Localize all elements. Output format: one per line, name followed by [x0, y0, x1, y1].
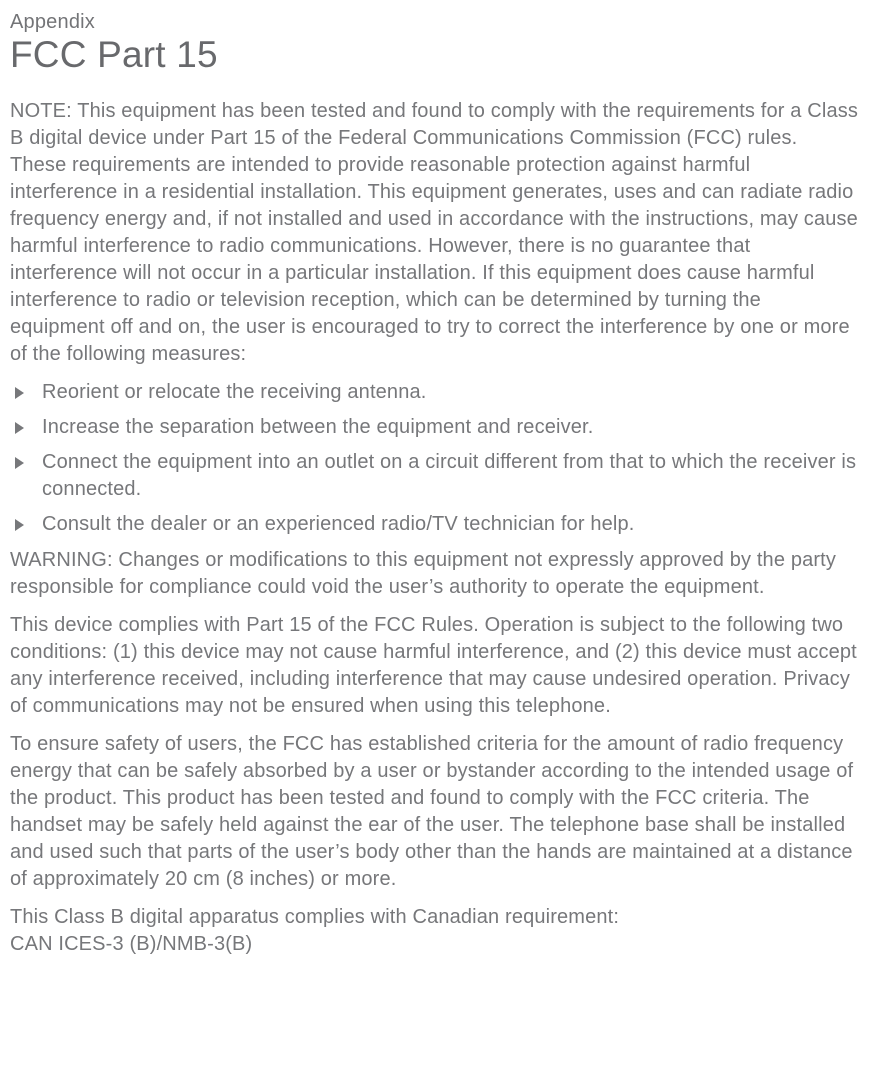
- warning-paragraph: WARNING: Changes or modifications to this equipment not expressly approved by the party responsible for compliance could void the user’s authority to operate the equipment.: [10, 549, 837, 598]
- appendix-eyebrow: Appendix: [10, 11, 95, 33]
- page-body: [10, 98, 858, 958]
- device-compliance-paragraph: This device complies with Part 15 of the FCC Rules. Operation is subject to the following two conditions: (1) this device may not cause harmful interference, and (2) this device must accept any interference received, including interference that may cause undesired operation. Privacy of communications may not be ensured when using this telephone.: [10, 614, 857, 717]
- triangle-right-bullet-icon: [15, 422, 24, 434]
- list-item: [10, 414, 858, 441]
- note-paragraph: NOTE: This equipment has been tested and found to comply with the requirements for a Class B digital device under Part 15 of the Federal Communications Commission (FCC) rules. These requirements are intended to provide reasonable protection against harmful interference in a residential installation. This equipment generates, uses and can radiate radio frequency energy and, if not installed and used in accordance with the instructions, may cause harmful interference to radio communications. However, there is no guarantee that interference will not occur in a particular installation. If this equipment does cause harmful interference to radio or television reception, which can be determined by turning the equipment off and on, the user is encouraged to try to correct the interference by one or more of the following measures:: [10, 100, 859, 365]
- list-item: [10, 379, 858, 406]
- triangle-right-bullet-icon: [15, 519, 24, 531]
- page-header: [10, 10, 858, 76]
- triangle-right-bullet-icon: [15, 457, 24, 469]
- rf-safety-paragraph: To ensure safety of users, the FCC has established criteria for the amount of radio frequency energy that can be safely absorbed by a user or bystander according to the intended usage of the product. This product has been tested and found to comply with the FCC criteria. The handset may be safely held against the ear of the user. The telephone base shall be installed and used such that parts of the user’s body other than the hands are maintained at a distance of approximately 20 cm (8 inches) or more.: [10, 733, 854, 890]
- list-item-text: Increase the separation between the equipment and receiver.: [42, 416, 594, 438]
- canadian-requirement-paragraph: [10, 904, 858, 958]
- list-item: [10, 449, 858, 503]
- ices-code-line: CAN ICES-3 (B)/NMB-3(B): [10, 933, 253, 955]
- list-item-text: Consult the dealer or an experienced radio/TV technician for help.: [42, 513, 635, 535]
- canadian-requirement-line: This Class B digital apparatus complies with Canadian requirement:: [10, 906, 620, 928]
- page-title: FCC Part 15: [10, 34, 218, 75]
- list-item: [10, 511, 858, 538]
- list-item-text: Connect the equipment into an outlet on a circuit different from that to which the receiver is connected.: [42, 451, 857, 500]
- measures-list: [10, 379, 858, 538]
- triangle-right-bullet-icon: [15, 387, 24, 399]
- list-item-text: Reorient or relocate the receiving antenna.: [42, 381, 427, 403]
